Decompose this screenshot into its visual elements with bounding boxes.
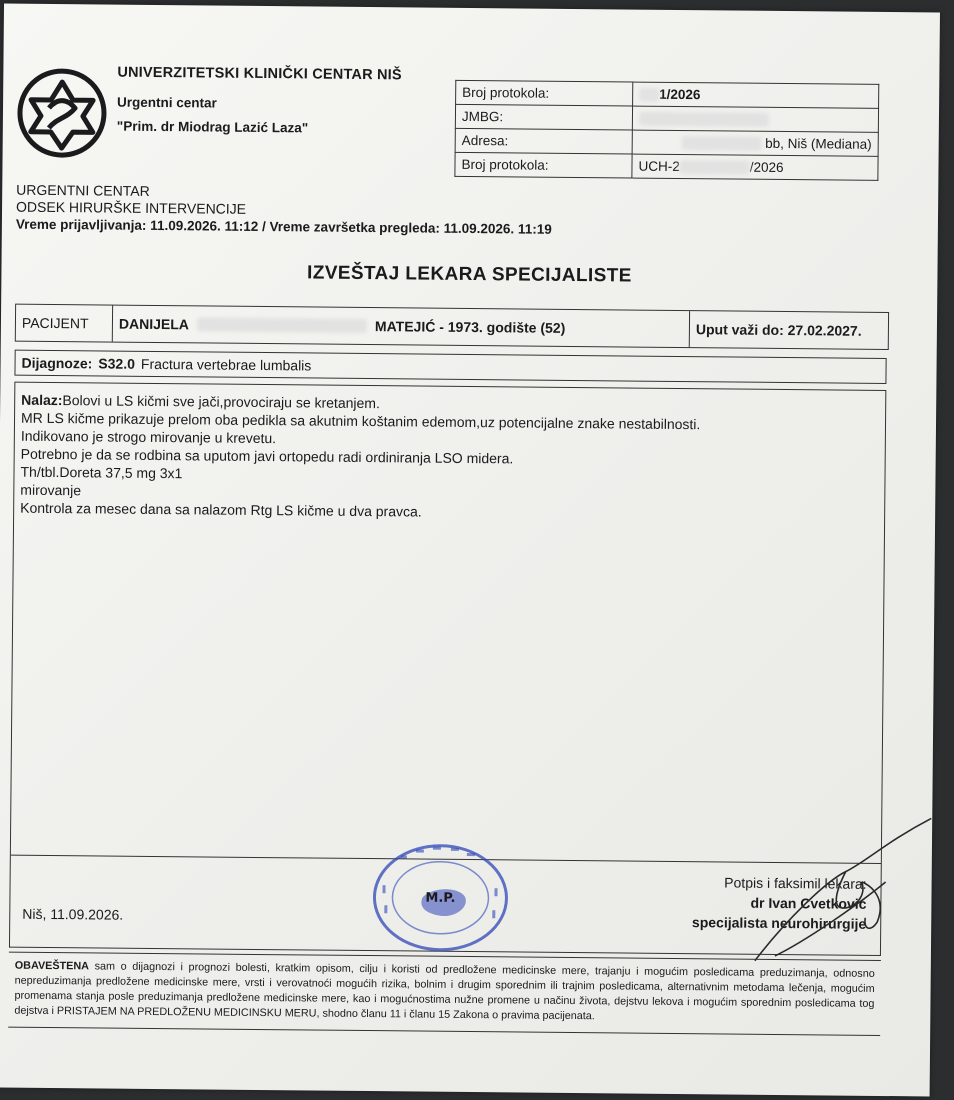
document-page — [0, 4, 940, 1097]
institution-name: UNIVERZITETSKI KLINIČKI CENTAR NIŠ — [117, 64, 402, 84]
protocol-label: Broj protokola: — [456, 80, 633, 106]
protocol-suffix: /2026 — [749, 159, 784, 175]
named-after: "Prim. dr Miodrag Lazić Laza" — [116, 118, 309, 136]
protocol-value — [633, 82, 879, 108]
referral-valid: Uput važi do: 27.02.2027. — [689, 311, 888, 349]
jmbg-value — [632, 106, 878, 132]
patient-last-name-year: MATEJIĆ - 1973. godište (52) — [374, 318, 566, 336]
hospital-header — [117, 65, 402, 146]
diagnosis-row — [14, 350, 886, 384]
doctor-name: dr Ivan Cvetković — [750, 894, 867, 912]
address-label: Adresa: — [455, 128, 632, 154]
signature-caption: Potpis i faksimil lekara: — [724, 874, 867, 892]
protocol-prefix: UCH-2 — [638, 158, 680, 174]
redaction — [639, 112, 769, 127]
patient-row — [15, 304, 889, 350]
table-row — [455, 152, 878, 180]
exam-times: Vreme prijavljivanja: 11.09.2026. 11:12 / Vreme završetka pregleda: 11.09.2026. 11:19 — [15, 216, 552, 237]
redaction — [681, 136, 761, 151]
doctor-role: specijalista neurohirurgije — [691, 914, 867, 932]
handwritten-signature-icon — [735, 811, 937, 973]
place-date: Niš, 11.09.2026. — [22, 905, 124, 923]
finding-text: Bolovi u LS kičmi sve jači,provociraju se kretanjem. — [62, 392, 380, 412]
jmbg-label: JMBG: — [455, 104, 632, 130]
consent-bold: OBAVEŠTENA — [14, 959, 90, 973]
diagnosis-text: Fractura vertebrae lumbalis — [140, 355, 312, 374]
unit-line-2: ODSEK HIRURŠKE INTERVENCIJE — [15, 198, 247, 217]
protocol-number: 1/2026 — [659, 86, 701, 102]
official-stamp-icon — [360, 835, 521, 957]
unit-line-1: URGENTNI CENTAR — [16, 181, 150, 199]
finding-line: Th/tbl.Doreta 37,5 mg 3x1 — [20, 463, 183, 482]
diagnosis-label: Dijagnoze: — [21, 354, 93, 372]
redaction — [680, 160, 750, 175]
finding-line: Indikovano je strogo mirovanje u krevetu. — [20, 427, 277, 447]
consent-text: sam o dijagnozi i prognozi bolesti, kratkim opisom, cilju i koristi od predložene medicinske mere, trajanju i mogućim posledicama preduzimanja, odnosno nepreduzimanja predložene medicinske mere, vrsti i verovatnoći mogućih rizika, bolnim i drugim sporednim ili trajnim posledicama, alternativnim metodama lečenja, mogućim promenama stanja posle preduzimanja predložene medicinske mere, kao i mogućnostima nužne promene u načinu života, dejstvu lekova i mogućim sporednim posledicama tog dejstva i PRISTAJEM NA PREDLOŽENU MEDICINSKU MERU, shodno članu 11 i članu 15 Zakona o pravima pacijenata. — [14, 960, 875, 1023]
patient-name — [113, 306, 689, 348]
finding-box — [10, 382, 887, 864]
unit-info — [16, 182, 552, 238]
report-title: IZVEŠTAJ LEKARA SPECIJALISTE — [306, 262, 632, 287]
protocol-label-2: Broj protokola: — [455, 152, 632, 178]
finding-line: MR LS kičme prikazuje prelom oba pedikla sa akutnim koštanim edemom,uz potencijalne znake nestabilnosti. — [20, 409, 701, 433]
protocol-value-2 — [632, 154, 878, 180]
finding-line: Potrebno je da se rodbina sa uputom javi ortopedu radi ordiniranja LSO midera. — [20, 445, 514, 467]
stamp-mp: M.P. — [425, 890, 456, 906]
department-name: Urgentni centar — [117, 94, 217, 111]
patient-label: PACIJENT — [16, 305, 113, 342]
redaction — [197, 317, 367, 333]
finding-label: Nalaz: — [21, 391, 63, 409]
finding-line: mirovanje — [20, 481, 82, 499]
address-value — [632, 130, 878, 156]
address-text: bb, Niš (Mediana) — [765, 135, 872, 152]
hospital-logo-icon — [17, 68, 108, 159]
consent-statement — [8, 952, 881, 1036]
finding-line: Kontrola za mesec dana sa nalazom Rtg LS kičme u dva pravca. — [20, 499, 422, 520]
diagnosis-code: S32.0 — [98, 355, 136, 372]
redaction — [639, 88, 659, 102]
protocol-table — [454, 80, 879, 181]
patient-first-name: DANIJELA — [118, 315, 190, 333]
